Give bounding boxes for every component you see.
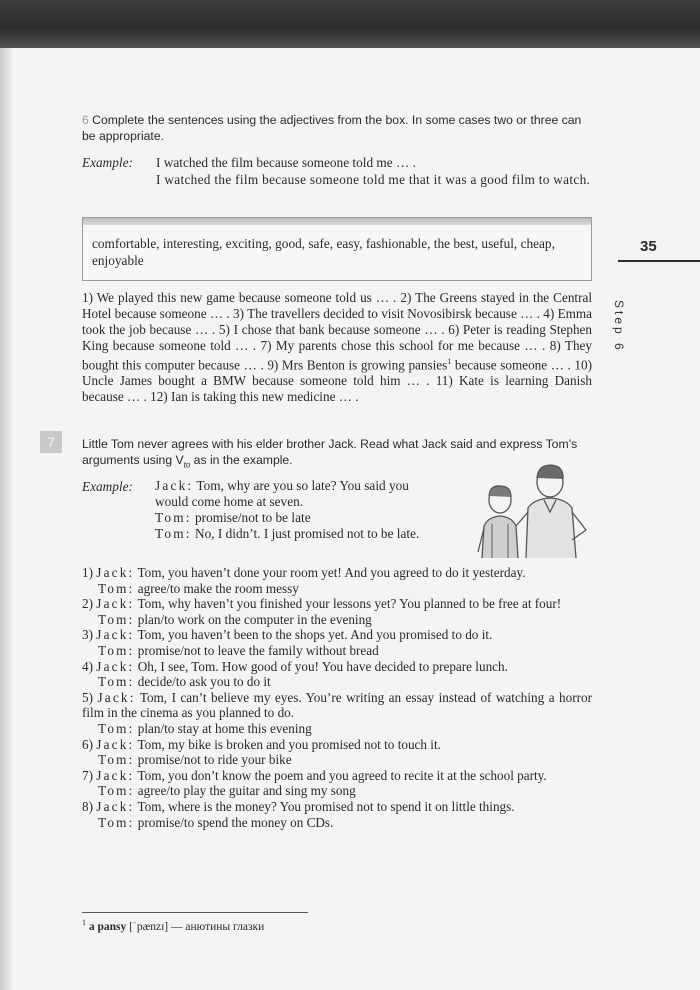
tom-line xyxy=(82,612,592,628)
jack-text: Tom, you haven’t been to the shops yet. And you promised to do it. xyxy=(137,627,493,643)
footnote xyxy=(82,918,264,933)
jack-text: Tom, where is the money? You promised not to spend it on little things. xyxy=(137,798,515,814)
jack-text: Tom, I can’t believe my eyes. You’re writing an essay instead of watching a horror film in the cinema as you planned to do. xyxy=(82,689,592,721)
footnote-transcription: [ˈpænzɪ] xyxy=(129,920,169,933)
speaker-tom: Tom: xyxy=(98,720,135,736)
speaker-tom: Tom: xyxy=(155,510,192,525)
example-jack-line xyxy=(155,478,445,510)
page-number: 35 xyxy=(640,238,657,255)
speaker-tom: Tom: xyxy=(98,611,135,627)
sentences-part-1: 1) We played this new game because someone told us … . 2) The Greens stayed in the Central Hotel because someone … . 3) The travellers decided to visit Novosibirsk because … . 4) Emma took the job because … . 5) I chose that bank because someone … . 6) Peter is reading Stephen King because someone told … . 7) My parents chose this school for me because … . 8) They bought this computer because … . 9) Mrs Benton is growing pansies xyxy=(82,290,592,373)
exercise-7-example-label xyxy=(82,478,133,495)
speaker-tom: Tom: xyxy=(98,642,135,658)
item-number: 5) xyxy=(82,689,98,705)
speaker-jack: Jack: xyxy=(96,658,135,674)
jack-text: Oh, I see, Tom. How good of you! You have decided to prepare lunch. xyxy=(137,658,508,674)
jack-text: Tom, my bike is broken and you promised not to touch it. xyxy=(137,736,441,752)
dialogue-item xyxy=(82,768,592,799)
exercise-7-number-badge: 7 xyxy=(40,431,62,453)
example-tom-answer xyxy=(155,526,445,542)
jack-text: Tom, you haven’t done your room yet! And you agreed to do it yesterday. xyxy=(137,565,526,580)
tom-hint: promise/not to leave the family without bread xyxy=(137,642,379,658)
example-tom-answer-text: No, I didn’t. I just promised not to be late. xyxy=(191,526,420,541)
exercise-6-instruction xyxy=(82,112,592,144)
jack-line xyxy=(82,799,592,815)
step-label: Step 6 xyxy=(612,300,626,353)
item-number: 1) xyxy=(82,565,97,580)
speaker-tom: Tom: xyxy=(98,580,135,596)
speaker-tom: Tom: xyxy=(98,814,135,830)
footnote-word: a pansy xyxy=(88,920,127,933)
dialogue-item xyxy=(82,690,592,737)
example-jack-text: Tom, why are you so late? You said you would come home at seven. xyxy=(155,478,409,509)
adjective-box xyxy=(82,217,592,281)
exercise-6-sentences xyxy=(82,290,592,405)
exercise-7-items xyxy=(82,565,592,830)
example-tom-hint-text: promise/not to be late xyxy=(191,510,311,525)
jack-text: Tom, you don’t know the poem and you agreed to recite it at the school party. xyxy=(137,767,547,783)
speaker-jack: Jack: xyxy=(96,767,135,783)
tom-hint: promise/not to ride your bike xyxy=(137,752,292,768)
exercise-6-instruction-text: Complete the sentences using the adjectives from the box. In some cases two or three can be appropriate. xyxy=(82,113,582,143)
tom-line xyxy=(82,581,592,597)
speaker-jack: Jack: xyxy=(97,689,136,705)
exercise-7-instruction-text: Little Tom never agrees with his elder brother Jack. Read what Jack said and express Tom’s arguments using V xyxy=(82,437,578,467)
speaker-tom: Tom: xyxy=(98,674,135,690)
adjective-box-words: comfortable, interesting, exciting, good, safe, easy, fashionable, the best, useful, cheap, enjoyable xyxy=(92,236,555,268)
dialogue-item xyxy=(82,565,592,596)
dialogue-item xyxy=(82,596,592,627)
tom-line xyxy=(82,721,592,737)
exercise-7-instruction-subscript: to xyxy=(183,460,191,470)
exercise-6-example-answer: I watched the film because someone told me that it was a good film to watch. xyxy=(156,172,591,187)
tom-line xyxy=(82,643,592,659)
tom-hint: agree/to make the room messy xyxy=(137,580,299,596)
tom-line xyxy=(82,674,592,690)
tom-hint: promise/to spend the money on CDs. xyxy=(137,814,334,830)
speaker-jack: Jack: xyxy=(96,736,135,752)
speaker-jack: Jack: xyxy=(96,627,135,643)
dialogue-item xyxy=(82,799,592,830)
jack-line xyxy=(82,627,592,643)
exercise-6-example-label xyxy=(82,154,133,171)
jack-text: Tom, why haven’t you finished your lessons yet? You planned to be free at four! xyxy=(137,596,562,612)
tom-line xyxy=(82,815,592,831)
footnote-mark: 1 xyxy=(82,918,86,927)
exercise-6-number: 6 xyxy=(82,113,89,127)
adjective-box-header xyxy=(83,218,591,225)
jack-line xyxy=(82,690,592,721)
dialogue-item xyxy=(82,737,592,768)
dialogue-item xyxy=(82,659,592,690)
speaker-tom: Tom: xyxy=(98,783,135,799)
jack-line xyxy=(82,659,592,675)
jack-line xyxy=(82,565,592,581)
item-number: 8) xyxy=(82,798,97,814)
item-number: 2) xyxy=(82,596,97,612)
item-number: 3) xyxy=(82,627,97,643)
tom-hint: agree/to play the guitar and sing my song xyxy=(137,783,356,799)
item-number: 6) xyxy=(82,736,97,752)
example-tom-hint xyxy=(155,510,445,526)
exercise-7-example xyxy=(155,478,445,542)
speaker-tom: Tom: xyxy=(98,752,135,768)
tom-line xyxy=(82,783,592,799)
speaker-jack: Jack: xyxy=(96,565,135,580)
tom-hint: plan/to stay at home this evening xyxy=(137,720,312,736)
speaker-tom-2: Tom: xyxy=(155,526,192,541)
tom-hint: plan/to work on the computer in the evening xyxy=(137,611,372,627)
sentences-part-2: because someone … . 10) Uncle James bought a BMW because someone told him … . 11) Kate is learning Danish because … . 12) Ian is taking this new medicine … . xyxy=(82,357,592,404)
footnote-reference: 1 xyxy=(447,356,452,366)
footnote-translation: — анютины глазки xyxy=(171,920,265,933)
scan-top-bar xyxy=(0,0,700,48)
speaker-jack: Jack: xyxy=(155,478,194,493)
dialogue-item xyxy=(82,627,592,658)
tom-hint: decide/to ask you to do it xyxy=(137,674,271,690)
jack-line xyxy=(82,737,592,753)
jack-line xyxy=(82,596,592,612)
item-number: 7) xyxy=(82,767,97,783)
exercise-6-example-question: I watched the film because someone told me … . xyxy=(156,155,416,170)
brothers-illustration xyxy=(468,460,594,560)
exercise-7-instruction-tail: as in the example. xyxy=(190,453,293,467)
jack-line xyxy=(82,768,592,784)
example-label-7: Example: xyxy=(82,479,133,494)
page-number-rule xyxy=(618,260,700,262)
speaker-jack: Jack: xyxy=(96,596,135,612)
footnote-rule xyxy=(82,912,308,913)
item-number: 4) xyxy=(82,658,97,674)
example-label: Example: xyxy=(82,155,133,170)
speaker-jack: Jack: xyxy=(96,798,135,814)
scan-left-shadow xyxy=(0,48,14,990)
tom-line xyxy=(82,752,592,768)
